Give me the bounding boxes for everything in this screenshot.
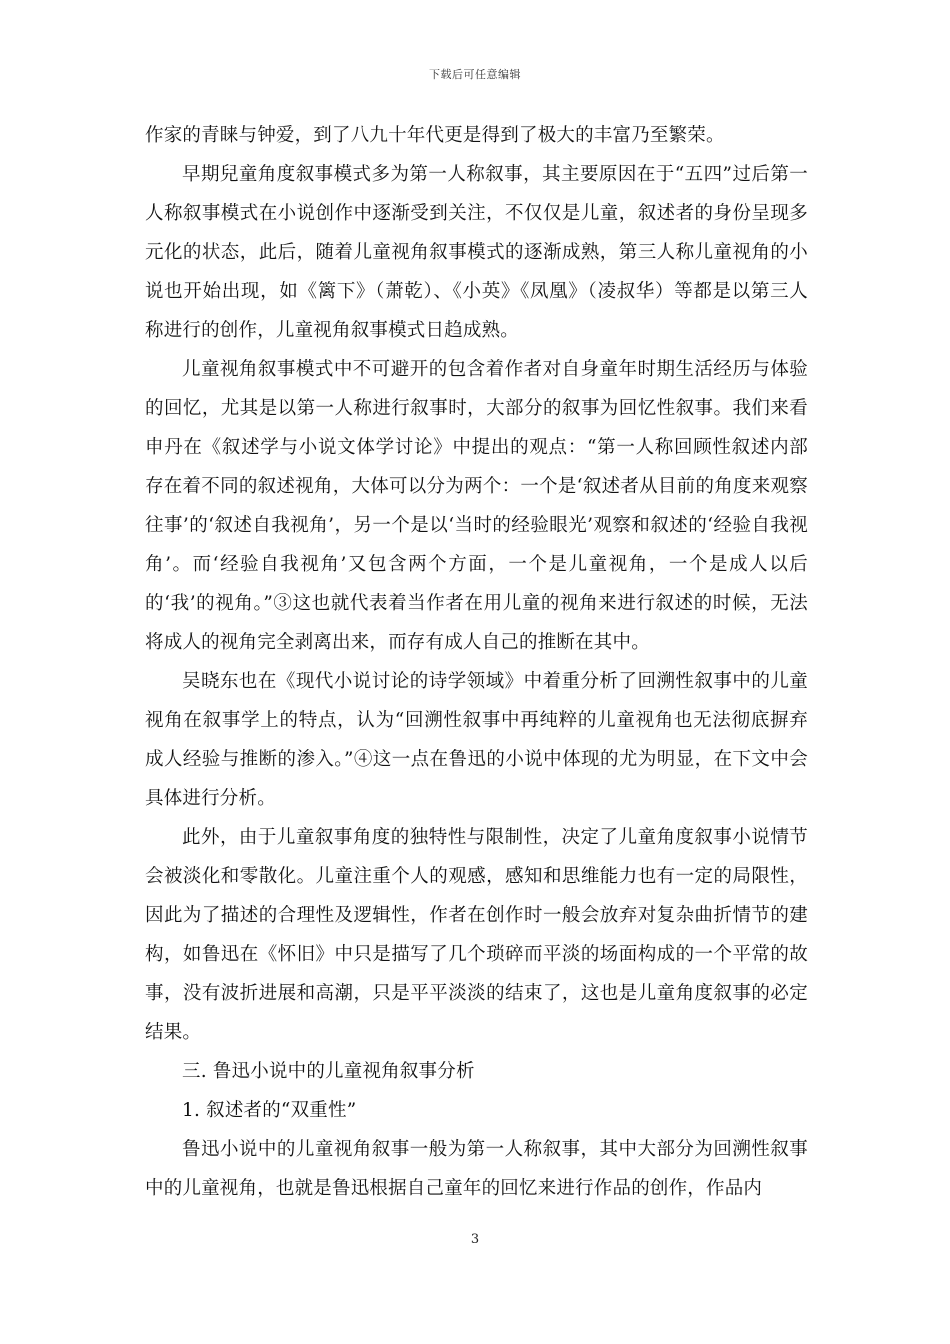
page-number: 3	[470, 1232, 480, 1247]
paragraph-plot-weakening: 此外，由于儿童叙事角度的独特性与限制性，决定了儿童角度叙事小说情节会被淡化和零散化。儿童注重个人的观感，感知和思维能力也有一定的局限性，因此为了描述的合理性及逻辑性，作者在创作时一般会放弃对复杂曲折情节的建构，如鲁迅在《怀旧》中只是描写了几个琐碎而平淡的场面构成的一个平常的故事，没有波折进展和高潮，只是平平淡淡的结束了，这也是儿童角度叙事的必定结果。	[145, 827, 808, 1043]
paragraph-early-narrative: 早期兒童角度叙事模式多为第一人称叙事，其主要原因在于“五四”过后第一人称叙事模式在小说创作中逐渐受到关注，不仅仅是儿童，叙述者的身份呈现多元化的状态，此后，随着儿童视角叙事模式的逐渐成熟，第三人称儿童视角的小说也开始出现，如《篱下》（萧乾）、《小英》《凤凰》（凌叔华）等都是以第三人称进行的创作，儿童视角叙事模式日趋成熟。	[145, 164, 808, 341]
paragraph-shen-dan: 儿童视角叙事模式中不可避开的包含着作者对自身童年时期生活经历与体验的回忆，尤其是以第一人称进行叙事时，大部分的叙事为回忆性叙事。我们来看申丹在《叙述学与小说文体学讨论》中提出的观点：“第一人称回顾性叙述内部存在着不同的叙述视角，大体可以分为两个：一个是‘叙述者从目前的角度来观察往事’的‘叙述自我视角’，另一个是以‘当时的经验眼光’观察和叙述的‘经验自我视角’。而‘经验自我视角’又包含两个方面，一个是儿童视角，一个是成人以后的‘我’的视角。”③这也就代表着当作者在用儿童的视角来进行叙述的时候，无法将成人的视角完全剥离出来，而存有成人自己的推断在其中。	[145, 359, 808, 653]
paragraph-lu-xun-analysis: 鲁迅小说中的儿童视角叙事一般为第一人称叙事，其中大部分为回溯性叙事中的儿童视角，也就是鲁迅根据自己童年的回忆来进行作品的创作，作品内	[145, 1139, 808, 1199]
paragraph-wu-xiaodong: 吴晓东也在《现代小说讨论的诗学领域》中着重分析了回溯性叙事中的儿童视角在叙事学上的特点，认为“回溯性叙事中再纯粹的儿童视角也无法彻底摒弃成人经验与推断的渗入。”④这一点在鲁迅的小说中体现的尤为明显，在下文中会具体进行分析。	[145, 671, 808, 809]
subsection-heading-one: 1. 叙述者的“双重性”	[182, 1100, 357, 1121]
page-header: 下载后可任意编辑	[429, 68, 521, 81]
section-heading-three: 三. 鲁迅小说中的儿童视角叙事分析	[182, 1061, 475, 1082]
paragraph-continuation: 作家的青睐与钟爱，到了八九十年代更是得到了极大的丰富乃至繁荣。	[145, 125, 725, 146]
document-body	[145, 116, 808, 1208]
